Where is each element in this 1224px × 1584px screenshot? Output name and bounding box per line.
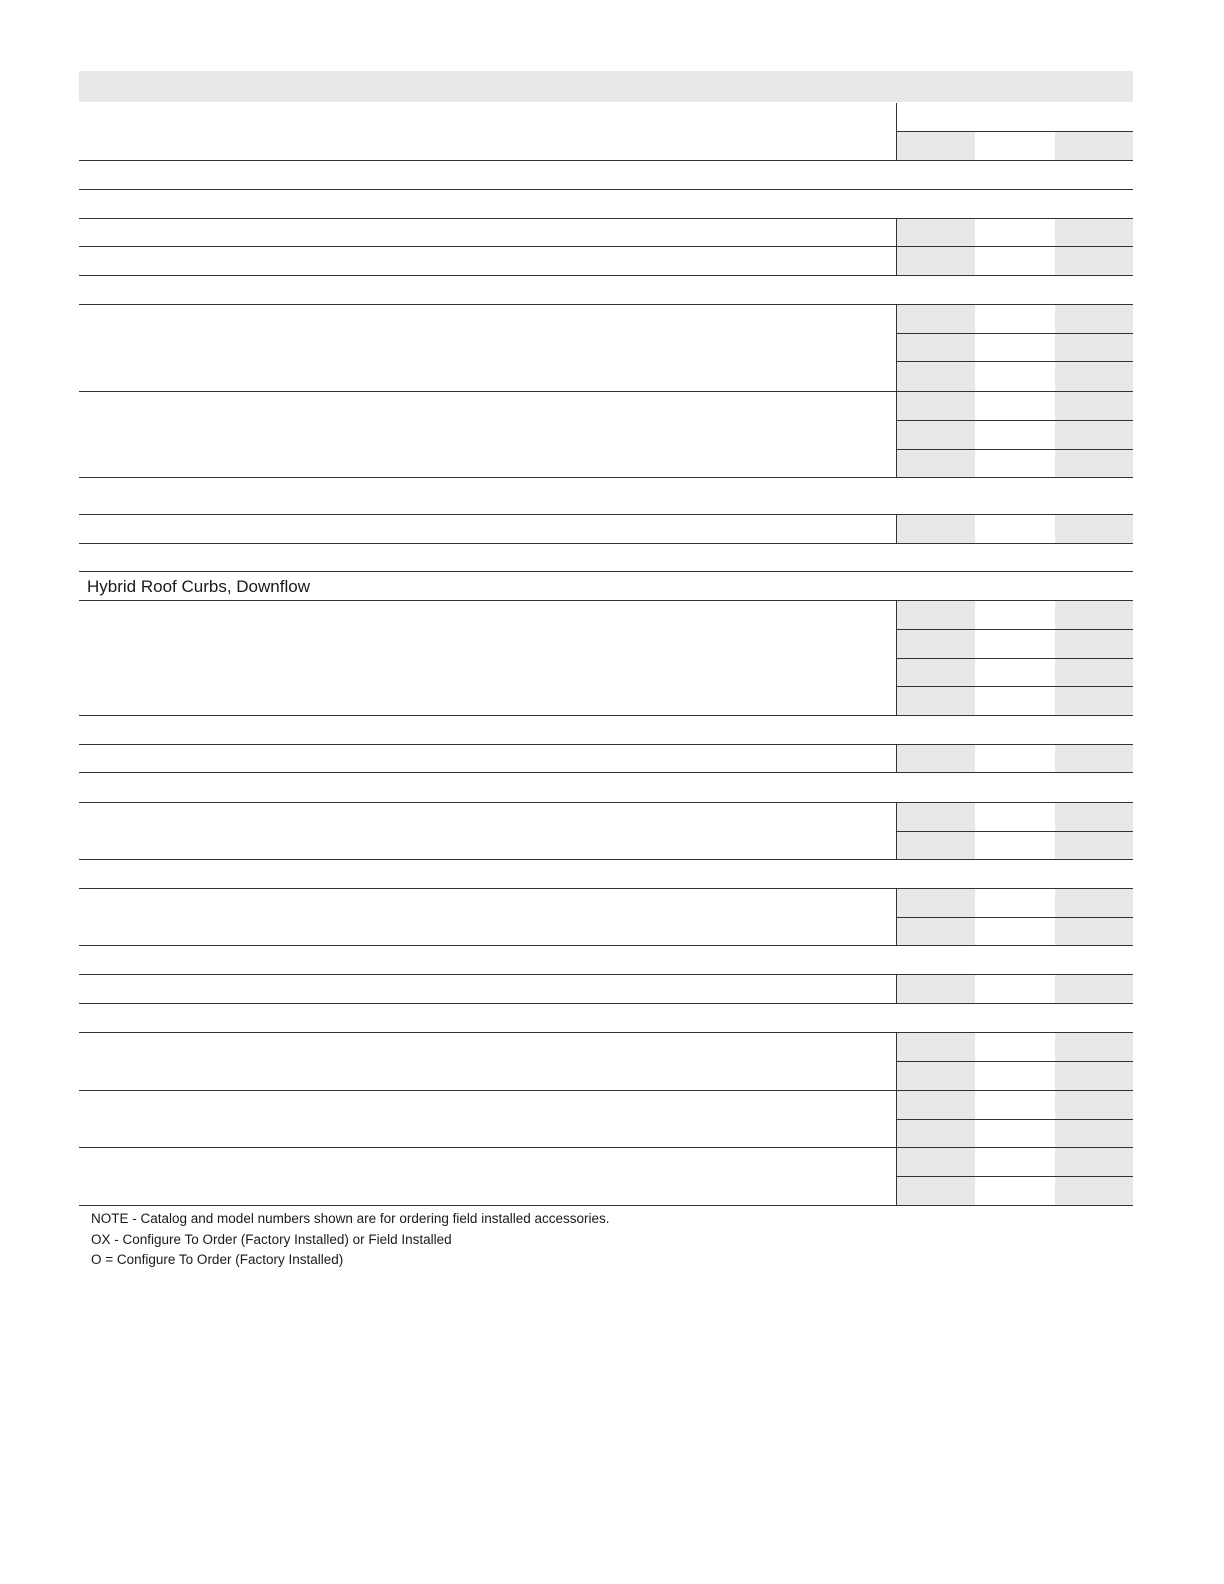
cell-shaded xyxy=(1055,1120,1133,1147)
table-row xyxy=(79,392,1133,478)
cell-shaded xyxy=(897,392,975,420)
availability-cells xyxy=(897,601,1133,630)
cell-shaded xyxy=(897,630,975,658)
cell-shaded xyxy=(1055,247,1133,275)
availability-cells xyxy=(897,630,1133,659)
cell-shaded xyxy=(897,1091,975,1119)
cell-shaded xyxy=(1055,515,1133,543)
section-header-row xyxy=(79,276,1133,305)
cell-shaded xyxy=(897,1120,975,1147)
cell-shaded xyxy=(1055,659,1133,686)
cell-shaded xyxy=(897,601,975,629)
availability-cells xyxy=(897,392,1133,421)
cell-shaded xyxy=(1055,1177,1133,1205)
cell-shaded xyxy=(1055,421,1133,449)
availability-cells xyxy=(897,362,1133,392)
cell-shaded xyxy=(1055,832,1133,859)
cell-shaded xyxy=(1055,392,1133,420)
footnotes xyxy=(91,1209,610,1271)
cell-shaded xyxy=(897,1033,975,1061)
cell-shaded xyxy=(1055,305,1133,333)
cell-shaded xyxy=(897,362,975,391)
availability-cells xyxy=(897,745,1133,773)
table-row xyxy=(79,889,1133,946)
cell-shaded xyxy=(1055,687,1133,715)
cell-shaded xyxy=(897,1177,975,1205)
cell-shaded xyxy=(1055,918,1133,945)
cell-shaded xyxy=(1055,132,1133,160)
availability-cells xyxy=(897,334,1133,362)
availability-cells xyxy=(897,132,1133,161)
table-row xyxy=(79,975,1133,1004)
table-row xyxy=(79,745,1133,773)
cell-shaded xyxy=(897,745,975,772)
cell-shaded xyxy=(897,832,975,859)
availability-cells xyxy=(897,659,1133,687)
section-header-row xyxy=(79,946,1133,975)
cell-shaded xyxy=(897,889,975,917)
availability-cells xyxy=(897,305,1133,334)
cell-shaded xyxy=(897,918,975,945)
cell-shaded xyxy=(897,247,975,275)
cell-shaded xyxy=(897,659,975,686)
availability-cells xyxy=(897,975,1133,1004)
availability-cells xyxy=(897,889,1133,918)
table-row xyxy=(79,803,1133,860)
availability-cells xyxy=(897,1177,1133,1206)
availability-cells xyxy=(897,515,1133,544)
footnote-ox-legend: OX - Configure To Order (Factory Installed) or Field Installed xyxy=(91,1231,452,1247)
cell-shaded xyxy=(1055,450,1133,477)
cell-shaded xyxy=(1055,1033,1133,1061)
cell-shaded xyxy=(1055,601,1133,629)
table-row xyxy=(79,601,1133,716)
availability-cells xyxy=(897,803,1133,832)
cell-shaded xyxy=(1055,803,1133,831)
cell-shaded xyxy=(1055,975,1133,1003)
section-header-row xyxy=(79,716,1133,745)
cell-shaded xyxy=(1055,1148,1133,1176)
section-header-row xyxy=(79,544,1133,572)
cell-shaded xyxy=(897,219,975,246)
availability-cells xyxy=(897,1062,1133,1091)
cell-shaded xyxy=(1055,1062,1133,1090)
availability-cells xyxy=(897,918,1133,946)
table-row xyxy=(79,305,1133,392)
cell-shaded xyxy=(1055,889,1133,917)
availability-cells xyxy=(897,450,1133,478)
table-row xyxy=(79,1091,1133,1148)
section-header-row xyxy=(79,190,1133,219)
section-header-row xyxy=(79,1004,1133,1033)
availability-cells xyxy=(897,1120,1133,1148)
availability-cells xyxy=(897,421,1133,450)
availability-cells xyxy=(897,1148,1133,1177)
footnote-catalog: NOTE - Catalog and model numbers shown are for ordering field installed accessories. xyxy=(91,1211,610,1226)
cell-shaded xyxy=(897,687,975,715)
table-header-band xyxy=(79,71,1133,102)
table-row xyxy=(79,515,1133,544)
cell-shaded xyxy=(897,421,975,449)
cell-shaded xyxy=(1055,362,1133,391)
availability-cells xyxy=(897,1033,1133,1062)
availability-cells xyxy=(897,687,1133,716)
cell-shaded xyxy=(897,975,975,1003)
cell-shaded xyxy=(1055,334,1133,361)
availability-cells xyxy=(897,247,1133,276)
cell-shaded xyxy=(1055,745,1133,772)
availability-cells xyxy=(897,832,1133,860)
cell-shaded xyxy=(1055,1091,1133,1119)
availability-cells xyxy=(897,1091,1133,1120)
table-row xyxy=(79,1148,1133,1206)
cell-shaded xyxy=(1055,219,1133,246)
cell-shaded xyxy=(897,334,975,361)
section-header-row xyxy=(79,572,1133,601)
table-row xyxy=(79,103,1133,161)
section-title: Hybrid Roof Curbs, Downflow xyxy=(87,577,310,596)
section-header-row xyxy=(79,161,1133,190)
cell-shaded xyxy=(1055,630,1133,658)
table-row xyxy=(79,1033,1133,1091)
table-row xyxy=(79,219,1133,247)
cell-shaded xyxy=(897,305,975,333)
footnote-o-legend: O = Configure To Order (Factory Installed) xyxy=(91,1252,344,1267)
table-row xyxy=(79,247,1133,276)
section-header-row xyxy=(79,478,1133,515)
cell-shaded xyxy=(897,132,975,160)
availability-cells xyxy=(897,219,1133,247)
cell-shaded xyxy=(897,515,975,543)
cell-shaded xyxy=(897,450,975,477)
cell-shaded xyxy=(897,803,975,831)
section-header-row xyxy=(79,860,1133,889)
cell-shaded xyxy=(897,1062,975,1090)
cell-shaded xyxy=(897,1148,975,1176)
section-header-row xyxy=(79,773,1133,803)
